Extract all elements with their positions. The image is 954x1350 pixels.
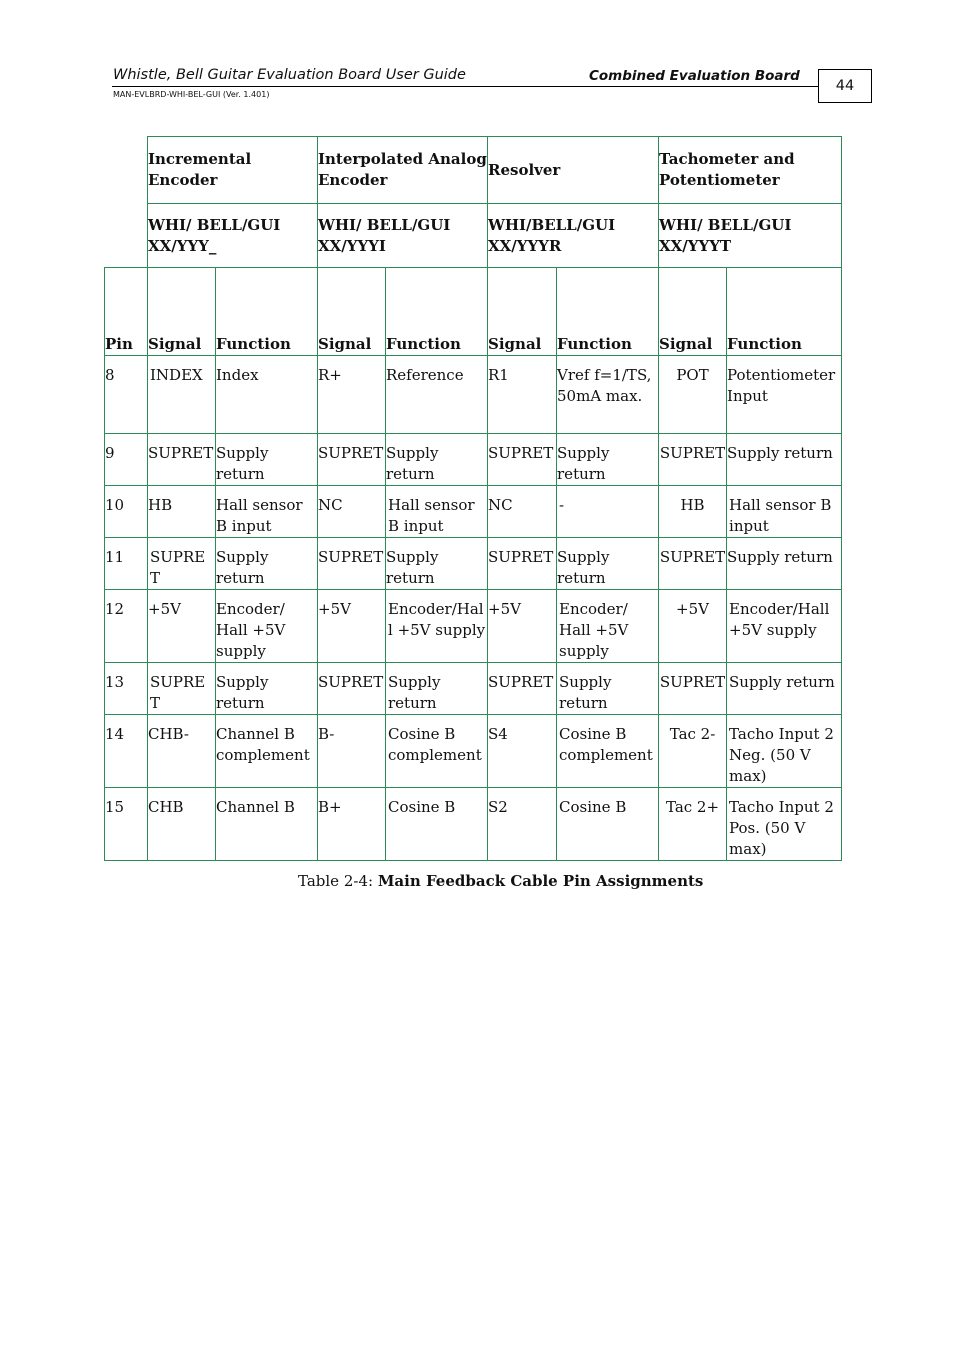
group-name-row xyxy=(105,137,842,204)
signal-cell: NC xyxy=(488,486,557,538)
table-row xyxy=(105,434,842,486)
function-cell: - xyxy=(557,486,659,538)
function-cell: Supply return xyxy=(386,538,488,590)
signal-cell: CHB xyxy=(148,788,216,861)
function-cell: Supply return xyxy=(727,663,842,715)
signal-header: Signal xyxy=(318,268,386,356)
signal-header: Signal xyxy=(488,268,557,356)
signal-cell: Tac 2- xyxy=(659,715,727,788)
signal-cell: Tac 2+ xyxy=(659,788,727,861)
signal-cell: SUPRET xyxy=(488,538,557,590)
pin-cell: 12 xyxy=(105,590,148,663)
signal-header: Signal xyxy=(659,268,727,356)
function-cell: Encoder/ Hall +5V supply xyxy=(557,590,659,663)
function-cell: Tacho Input 2 Neg. (50 V max) xyxy=(727,715,842,788)
function-cell: Cosine B complement xyxy=(386,715,488,788)
pin-cell: 15 xyxy=(105,788,148,861)
function-cell: Supply return xyxy=(557,434,659,486)
signal-cell: R+ xyxy=(318,356,386,434)
pin-cell: 11 xyxy=(105,538,148,590)
function-cell: Supply return xyxy=(727,538,842,590)
signal-cell: SUPRET xyxy=(659,538,727,590)
pin-cell: 8 xyxy=(105,356,148,434)
signal-cell: B+ xyxy=(318,788,386,861)
group-model-cell: WHI/ BELL/GUI XX/YYY_ xyxy=(148,204,318,268)
signal-cell: SUPRET xyxy=(659,434,727,486)
function-cell: Cosine B xyxy=(557,788,659,861)
signal-header: Signal xyxy=(148,268,216,356)
signal-cell: SUPRET xyxy=(488,434,557,486)
pin-cell: 9 xyxy=(105,434,148,486)
signal-cell: CHB- xyxy=(148,715,216,788)
group-name-cell: Incremental Encoder xyxy=(148,137,318,204)
group-name-cell: Tachometer and Potentiometer xyxy=(659,137,842,204)
signal-cell: SUPRET xyxy=(488,663,557,715)
caption-label: Table 2-4: xyxy=(298,872,378,890)
corner-cell xyxy=(105,137,148,204)
signal-cell: +5V xyxy=(318,590,386,663)
signal-cell: SUPRET xyxy=(318,538,386,590)
doc-id: MAN-EVLBRD-WHI-BEL-GUI (Ver. 1.401) xyxy=(113,90,270,99)
function-cell: Tacho Input 2 Pos. (50 V max) xyxy=(727,788,842,861)
signal-cell: SUPRET xyxy=(659,663,727,715)
table-caption xyxy=(298,872,703,890)
function-cell: Reference xyxy=(386,356,488,434)
signal-cell: INDEX xyxy=(148,356,216,434)
function-cell: Potentiometer Input xyxy=(727,356,842,434)
signal-cell: B- xyxy=(318,715,386,788)
signal-cell: HB xyxy=(148,486,216,538)
group-model-cell: WHI/ BELL/GUI XX/YYYT xyxy=(659,204,842,268)
signal-cell: SUPRET xyxy=(148,538,216,590)
signal-cell: SUPRET xyxy=(148,663,216,715)
signal-cell: HB xyxy=(659,486,727,538)
caption-title: Main Feedback Cable Pin Assignments xyxy=(377,872,704,890)
function-cell: Channel B xyxy=(216,788,318,861)
signal-cell: SUPRET xyxy=(318,434,386,486)
function-cell: Cosine B xyxy=(386,788,488,861)
function-cell: Cosine B complement xyxy=(557,715,659,788)
function-cell: Supply return xyxy=(557,663,659,715)
signal-cell: +5V xyxy=(148,590,216,663)
pin-assignment-table xyxy=(104,136,842,861)
function-cell: Index xyxy=(216,356,318,434)
function-cell: Supply return xyxy=(386,663,488,715)
table-row xyxy=(105,788,842,861)
function-cell: Supply return xyxy=(557,538,659,590)
function-cell: Encoder/ Hall +5V supply xyxy=(216,590,318,663)
table-row xyxy=(105,356,842,434)
header-title: Whistle, Bell Guitar Evaluation Board User Guide xyxy=(113,67,466,83)
function-cell: Encoder/Hall +5V supply xyxy=(727,590,842,663)
group-model-cell: WHI/BELL/GUI XX/YYYR xyxy=(488,204,659,268)
function-cell: Supply return xyxy=(216,434,318,486)
pin-header: Pin xyxy=(105,268,148,356)
function-header: Function xyxy=(557,268,659,356)
function-header: Function xyxy=(727,268,842,356)
signal-cell: SUPRET xyxy=(148,434,216,486)
signal-cell: S4 xyxy=(488,715,557,788)
function-cell: Vref f=1/TS, 50mA max. xyxy=(557,356,659,434)
table-row xyxy=(105,486,842,538)
header-section: Combined Evaluation Board xyxy=(589,68,800,84)
column-header-row xyxy=(105,268,842,356)
function-cell: Hall sensor B input xyxy=(727,486,842,538)
signal-cell: SUPRET xyxy=(318,663,386,715)
header-rule xyxy=(112,86,818,87)
function-cell: Hall sensor B input xyxy=(386,486,488,538)
table-row xyxy=(105,715,842,788)
pin-cell: 13 xyxy=(105,663,148,715)
signal-cell: R1 xyxy=(488,356,557,434)
function-header: Function xyxy=(386,268,488,356)
table-row xyxy=(105,663,842,715)
function-header: Function xyxy=(216,268,318,356)
group-model-cell: WHI/ BELL/GUI XX/YYYI xyxy=(318,204,488,268)
group-name-cell: Resolver xyxy=(488,137,659,204)
function-cell: Encoder/Hall +5V supply xyxy=(386,590,488,663)
function-cell: Supply return xyxy=(216,538,318,590)
signal-cell: NC xyxy=(318,486,386,538)
signal-cell: POT xyxy=(659,356,727,434)
table-row xyxy=(105,538,842,590)
group-model-row xyxy=(105,204,842,268)
function-cell: Hall sensor B input xyxy=(216,486,318,538)
function-cell: Supply return xyxy=(216,663,318,715)
function-cell: Supply return xyxy=(727,434,842,486)
signal-cell: S2 xyxy=(488,788,557,861)
page-number: 44 xyxy=(818,69,872,103)
signal-cell: +5V xyxy=(488,590,557,663)
function-cell: Channel B complement xyxy=(216,715,318,788)
pin-cell: 14 xyxy=(105,715,148,788)
corner-cell xyxy=(105,204,148,268)
table-row xyxy=(105,590,842,663)
function-cell: Supply return xyxy=(386,434,488,486)
pin-cell: 10 xyxy=(105,486,148,538)
group-name-cell: Interpolated Analog Encoder xyxy=(318,137,488,204)
signal-cell: +5V xyxy=(659,590,727,663)
